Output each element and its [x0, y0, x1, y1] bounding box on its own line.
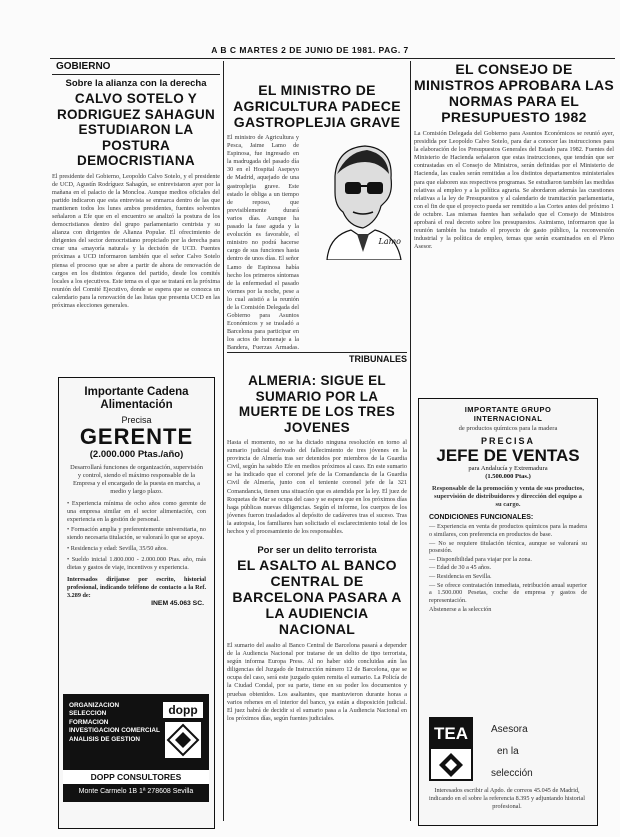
- tagline-seleccion: selección: [491, 768, 533, 779]
- ad-heading-line1: Importante Cadena: [84, 386, 189, 398]
- ad-condition: — Residencia en Sevilla.: [429, 572, 492, 580]
- article-body: El ministro de Agricultura y Pesca, Jaime Lamo de Espinosa, fue ingresado en la madrugada del pasado día 30 en el Hospital Asepeyo de Madrid, aquejado de una gastroplejia grave. Este estado le obliga a un tiempo de reposo, que previsiblemente durará varios días. Aunque ha pasado la fase aguda y la evolución es favorable, el ministro no podrá hacerse cargo de sus funciones hasta dentro de unos días. El señor Lamo de Espinosa había hecho los primeros síntomas de la enfermedad el pasado viernes por la noche, pese a lo cual asistió a la reunión de la Comisión Delegada del Gobierno para Asuntos Económicos y se trasladó a Barcelona para participar en los actos de homenaje a la Bandera, Fuerzas Armadas.: [227, 134, 299, 352]
- ad-contact: Interesados dirijanse por escrito, historial profesional, indicando teléfono de contacto a la Ref. 3.289 de:: [67, 576, 206, 599]
- tea-tagline: [491, 719, 533, 785]
- firm-name: DOPP CONSULTORES: [63, 770, 209, 784]
- service-item: ORGANIZACION: [69, 702, 120, 709]
- tribunales-rule: [227, 352, 407, 353]
- ad-intro: Desarrollará funciones de organización, supervisión y control, siendo el máximo responsable de la Empresa y el encargado de la puesta en marcha, a medio y largo plazo.: [70, 464, 203, 495]
- article-headline: EL CONSEJO DE MINISTROS APROBARA LAS NORMAS PARA EL PRESUPUESTO 1982: [414, 61, 614, 125]
- ad-requirements: [59, 496, 214, 571]
- ad-conditions: [419, 521, 597, 604]
- article-body: El presidente del Gobierno, Leopoldo Calvo Sotelo, y el presidente de UCD, Agustín Rodríguez Sahagún, se entrevistaron ayer por la mañana en el palacio de la Moncloa. Aunque medios oficiales del partido indicaron que esta entrevista se enmarca dentro de las que mantienen todos los lunes ambos presidentes, fuentes solventes señalaron a Efe que en el encuentro se analizó la postura de los democristianos dentro del grupo parlamentario centrista y su alianza con dirigentes de Alianza Popular. El ofrecimiento de dirigentes del sector democristiano propiciado por la derecha para crear una «mayoría natural» y la decisión de UCD. Fuentes próximas a UCD informaron también que el señor Calvo Sotelo piensa el proceso que se abre a partir de ahora de renovación de cargos en los distintos órganos del partido, desde los comités locales a los ejecutivos. Este tema es el que se tratará en la próxima reunión del Comité Ejecutivo, donde se espera que se conozca un calendario para la renovación de las listas que presenta UCD en las próximas elecciones generales.: [52, 172, 220, 309]
- ad-bullet: • Formación amplia y preferentemente universitaria, no siendo necesaria titulación, se valorará lo que se apoya.: [67, 526, 206, 542]
- tea-emblem-icon: [437, 751, 465, 779]
- article-body: El sumario del asalto al Banco Central de Barcelona pasará a depender de la Audiencia Nacional por tratarse de un delito de tipo terrorista, según informa Europa Press. Al no haber sido concluidas aún las diligencias del Juzgado de Instrucción número 12 de Barcelona, que se ocupa del caso, será este juzgado quien remita el sumario. La Policía de la Ciudad Condal, por su parte, tiene en su poder los documentos y pruebas obtenidos. Los asaltantes, que mantuvieron durante horas a varios rehenes en el interior del banco, ya están a disposición judicial. El juez habrá de decidir si el sumario pasa a la Audiencia Nacional en los próximos días, según fuentes judiciales.: [227, 642, 407, 722]
- article-body: La Comisión Delegada del Gobierno para Asuntos Económicos se reunió ayer, presidida por Leopoldo Calvo Sotelo, para dar a conocer las instrucciones para la elaboración de los Presupuestos Generales del Estado para 1982. Fuentes del Ministerio de Hacienda señalaron que estas instrucciones, que tendrán que ser contrastadas en el Consejo de Ministros, serán definidas por el Ministerio de Hacienda, las cuales serán remitidas a los distintos departamentos ministeriales para que elaboren sus respectivos programas. Se estudiaron también las medidas relativas al empleo y a la política agraria. Se abordaron además las cuestiones relativas a la ley de Presupuestos y al calendario de tramitación parlamentaria, con el fin de que el proyecto pueda ser remitido a las Cortes antes del próximo 1 de octubre. Las mismas fuentes han señalado que el Consejo de Ministros aprobará el real decreto sobre los presupuestos. Asimismo, informaron que la reunión también ha tratado el proyecto de gasto público, la reconversión industrial y la política de empleo, temas que serán examinados en el Pleno Asesor.: [414, 130, 614, 251]
- diamond-logo-icon: [165, 722, 201, 758]
- tagline-en-la: en la: [497, 746, 519, 757]
- consultancy-block: [63, 694, 209, 802]
- article-asalto: [227, 545, 407, 825]
- ad-condition: — No se requiere titulación técnica, aunque se valorará su posesión.: [429, 539, 587, 555]
- article-headline: EL ASALTO AL BANCO CENTRAL DE BARCELONA PASARA A LA AUDIENCIA NACIONAL: [232, 557, 402, 637]
- article-headline: CALVO SOTELO Y RODRIGUEZ SAHAGUN ESTUDIARON LA POSTURA DEMOCRISTIANA: [56, 91, 216, 168]
- ad-inem: INEM 45.063 SC.: [151, 599, 204, 607]
- article-kicker: Sobre la alianza con la derecha: [65, 78, 207, 89]
- section-label-tribunales: TRIBUNALES: [349, 354, 407, 364]
- ad-condition: — Disponibilidad para viajar por la zona.: [429, 555, 532, 563]
- tea-logo-text: TEA: [431, 719, 471, 749]
- job-ad-jefe-ventas: [418, 398, 598, 826]
- column-rule: [410, 61, 411, 821]
- article-headline: ALMERIA: SIGUE EL SUMARIO POR LA MUERTE DE LOS TRES JOVENES: [238, 373, 396, 435]
- page-masthead: A B C MARTES 2 DE JUNIO DE 1981. PAG. 7: [211, 45, 409, 55]
- ad-bullet: • Experiencia mínima de ocho años como gerente de una empresa similar en el sector alimentación, con experiencia en la gestión de personal.: [67, 500, 206, 523]
- ad-bullet: • Residencia y edad: Sevilla, 35/50 años.: [67, 544, 168, 552]
- ad-precisa: Precisa: [121, 415, 152, 425]
- ad-condition: — Se ofrece contratación inmediata, retribución anual superior a 1.500.000 Pesetas, coche de empresa y gastos de representación.: [429, 581, 587, 604]
- ad-bullet: • Sueldo inicial 1.800.000 - 2.000.000 Ptas. año, más dietas y gastos de viaje, incentivos y experiencia.: [67, 555, 206, 571]
- services-list: [69, 702, 160, 744]
- portrait-signature: Lamo: [378, 237, 401, 246]
- section-rule: [52, 74, 220, 75]
- minister-portrait: [307, 136, 407, 260]
- job-ad-gerente: [58, 377, 215, 829]
- article-kicker: Por ser un delito terrorista: [257, 545, 377, 556]
- article-ministro: [227, 82, 407, 352]
- article-consejo: [414, 61, 614, 389]
- column-rule: [223, 61, 224, 821]
- service-item: INVESTIGACION COMERCIAL: [69, 727, 160, 735]
- dopp-logo: dopp: [163, 702, 203, 718]
- ad-salary: (1.500.000 Ptas.): [485, 473, 531, 481]
- ad-footer: Interesados escribir al Apdo. de correos 45.045 de Madrid, indicando en el sobre la referencia 8.395 y adjuntando historial profesional.: [428, 787, 585, 810]
- tea-logo: [429, 717, 473, 781]
- article-almeria: [227, 373, 407, 535]
- ad-conditions-title: CONDICIONES FUNCIONALES:: [429, 514, 534, 522]
- service-item: ANALISIS DE GESTION: [69, 735, 141, 743]
- ad-title: GERENTE: [79, 424, 194, 449]
- section-label: GOBIERNO: [56, 61, 111, 72]
- article-body: Hasta el momento, no se ha dictado ninguna resolución en torno al sumario judicial derivado del fallecimiento de tres jóvenes en la provincia de Almería tras ser detenidos por miembros de la Guardia Civil, según ha sabido Efe en medios próximos al caso. En este sumario se ha indicado que el coronel jefe de la Comandancia de la Guardia Civil de Almería, junto con el teniente coronel jefe de la 321 Comandancia, tienen una situación que es atendida por la ley. El juez de Roquetas de Mar se ocupa del caso y se espera que en los próximos días haga públicas nuevas diligencias. Según el informe, los cuerpos de los jóvenes fueron trasladados al depósito de cadáveres tras el suceso. Tras la autopsia, los familiares han solicitado el esclarecimiento total de los hechos y el procesamiento de los responsables.: [227, 439, 407, 535]
- service-item: FORMACION: [69, 718, 109, 726]
- ad-intro: Responsable de la promoción y venta de sus productos, supervisión de distribuidores y dirección del equipo a su cargo.: [432, 485, 584, 509]
- service-item: SELECCION: [69, 710, 107, 718]
- article-headline: EL MINISTRO DE AGRICULTURA PADECE GASTROPLEJIA GRAVE: [233, 82, 401, 130]
- ad-condition: — Edad de 30 a 45 años.: [429, 564, 492, 572]
- ad-title: JEFE DE VENTAS: [436, 446, 580, 466]
- article-gobierno: [52, 61, 220, 373]
- ad-heading-line2: INTERNACIONAL: [473, 414, 543, 423]
- tagline-asesora: Asesora: [491, 724, 528, 735]
- ad-note: Abstenerse a la selección: [429, 606, 492, 614]
- ad-heading-line2: Alimentación: [100, 399, 173, 411]
- ad-condition: — Experiencia en venta de productos químicos para la madera o similares, con preferencia en productos de base.: [429, 523, 587, 538]
- ad-subheading: de productos químicos para la madera: [458, 425, 558, 432]
- ad-precisa: PRECISA: [480, 436, 535, 447]
- ad-salary: (2.000.000 Ptas./año): [89, 449, 184, 460]
- firm-address: Monte Carmelo 1B 1ª 278608 Sevilla: [78, 788, 194, 795]
- masthead-rule: [50, 58, 615, 59]
- ad-zone: para Andalucía y Extremadura: [468, 465, 548, 473]
- ad-heading-line1: IMPORTANTE GRUPO: [464, 405, 552, 414]
